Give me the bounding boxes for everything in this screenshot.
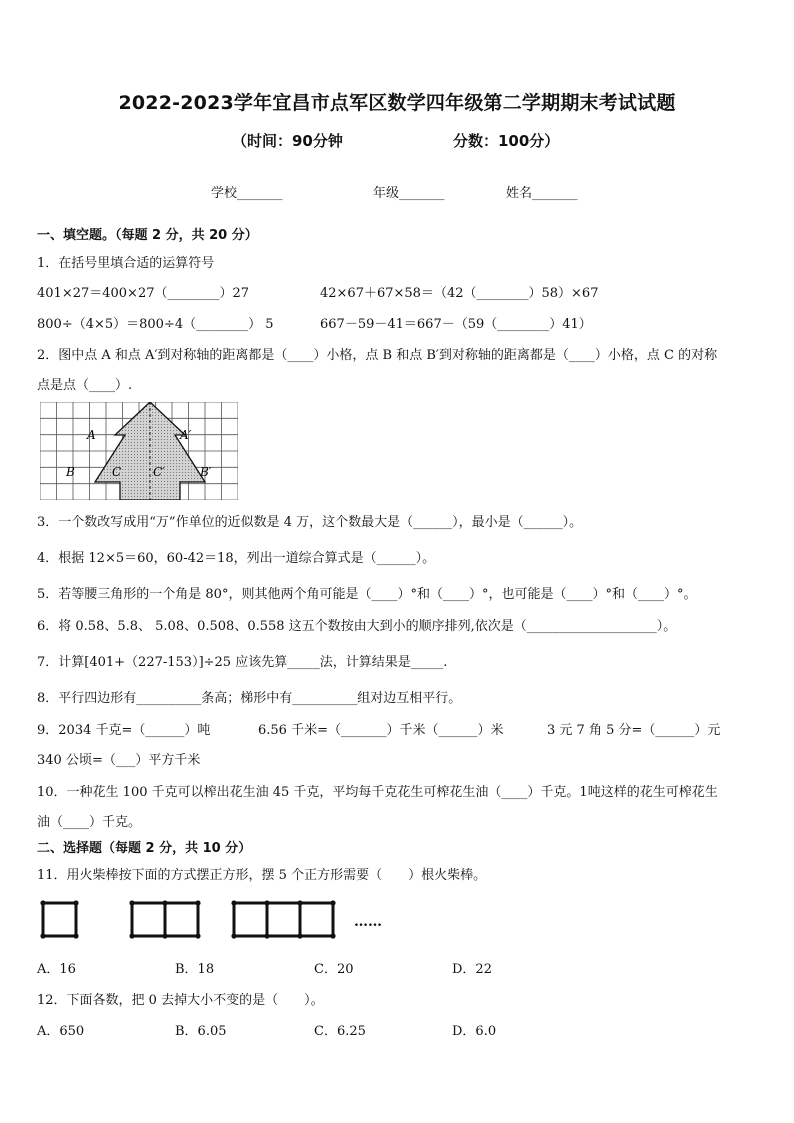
q11-option-d: D．22 <box>452 962 492 977</box>
grade-field: 年级_______ <box>373 186 445 201</box>
q5: 5．若等腰三角形的一个角是 80°，则其他两个角可能是（____）°和（____）°，也可能是（____）°和（____）°。 <box>37 587 697 602</box>
label-A: A <box>87 428 96 442</box>
q9-b: 6.56 千米=（_______）千米（______）米 <box>258 723 504 738</box>
section1-header: 一、填空题。（每题 2 分，共 20 分） <box>37 228 258 243</box>
label-B: B <box>66 465 75 479</box>
q11-option-b: B．18 <box>175 962 215 977</box>
name-field: 姓名_______ <box>506 186 578 201</box>
exam-time: （时间：90分钟 <box>232 132 343 150</box>
q12-option-c: C．6.25 <box>314 1024 366 1039</box>
label-C: C <box>112 465 122 479</box>
q9-d: 340 公顷=（___）平方千米 <box>37 753 201 768</box>
q10-line1: 10．一种花生 100 千克可以榨出花生油 45 千克，平均每千克花生可榨花生油（____）千克。1吨这样的花生可榨花生 <box>37 785 718 800</box>
q1-c: 800÷（4×5）＝800÷4（________） 5 <box>37 317 274 332</box>
q3: 3．一个数改写成用“万”作单位的近似数是 4 万，这个数最大是（______），最小是（______）。 <box>37 515 583 530</box>
q9-a: 9．2034 千克=（______）吨 <box>37 723 211 738</box>
q11-stem: 11．用火柴棒按下面的方式摆正方形，摆 5 个正方形需要（ ）根火柴棒。 <box>37 868 487 883</box>
q1-stem: 1．在括号里填合适的运算符号 <box>37 256 215 271</box>
q11-option-a: A．16 <box>37 962 76 977</box>
q9-c: 3 元 7 角 5 分=（______）元 <box>547 723 721 738</box>
page-title: 2022-2023学年宜昌市点军区数学四年级第二学期期末考试试题 <box>118 92 676 114</box>
q12-option-d: D．6.0 <box>452 1024 497 1039</box>
q1-a: 401×27＝400×27（________）27 <box>37 286 250 301</box>
q12-stem: 12．下面各数，把 0 去掉大小不变的是（ ）。 <box>37 993 324 1008</box>
q12-option-b: B．6.05 <box>175 1024 227 1039</box>
label-A-prime: A′ <box>180 428 192 442</box>
label-B-prime: B′ <box>200 465 212 479</box>
q1-d: 667－59－41＝667－（59（________）41） <box>320 317 592 332</box>
matchstick-ellipsis: …… <box>354 914 382 930</box>
q6: 6．将 0.58、5.8、 5.08、0.508、0.558 这五个数按由大到小的顺序排列,依次是（____________________）。 <box>37 619 677 634</box>
matchstick-figure <box>36 898 396 944</box>
q12-option-a: A．650 <box>37 1024 85 1039</box>
q10-line2: 油（____）千克。 <box>37 815 142 830</box>
q4: 4．根据 12×5＝60，60-42＝18，列出一道综合算式是（______）。 <box>37 551 436 566</box>
school-field: 学校_______ <box>211 186 283 201</box>
matchstick-square-1 <box>40 900 78 938</box>
matchstick-squares-2 <box>129 900 200 938</box>
section2-header: 二、选择题（每题 2 分，共 10 分） <box>37 841 252 856</box>
q1-b: 42×67＋67×58＝（42（________）58）×67 <box>320 286 599 301</box>
q8: 8．平行四边形有__________条高；梯形中有__________组对边互相平行。 <box>37 691 462 706</box>
label-C-prime: C′ <box>153 465 165 479</box>
q2-line2: 点是点（____）. <box>37 378 133 393</box>
q11-option-c: C．20 <box>314 962 354 977</box>
symmetry-figure <box>40 402 238 500</box>
exam-score: 分数：100分） <box>453 132 560 150</box>
q7: 7．计算[401+（227-153）]÷25 应该先算_____法，计算结果是_____. <box>37 655 448 670</box>
q2-line1: 2．图中点 A 和点 A′到对称轴的距离都是（____）小格，点 B 和点 B′到对称轴的距离都是（____）小格，点 C 的对称 <box>37 348 718 363</box>
matchstick-squares-3 <box>231 900 335 938</box>
